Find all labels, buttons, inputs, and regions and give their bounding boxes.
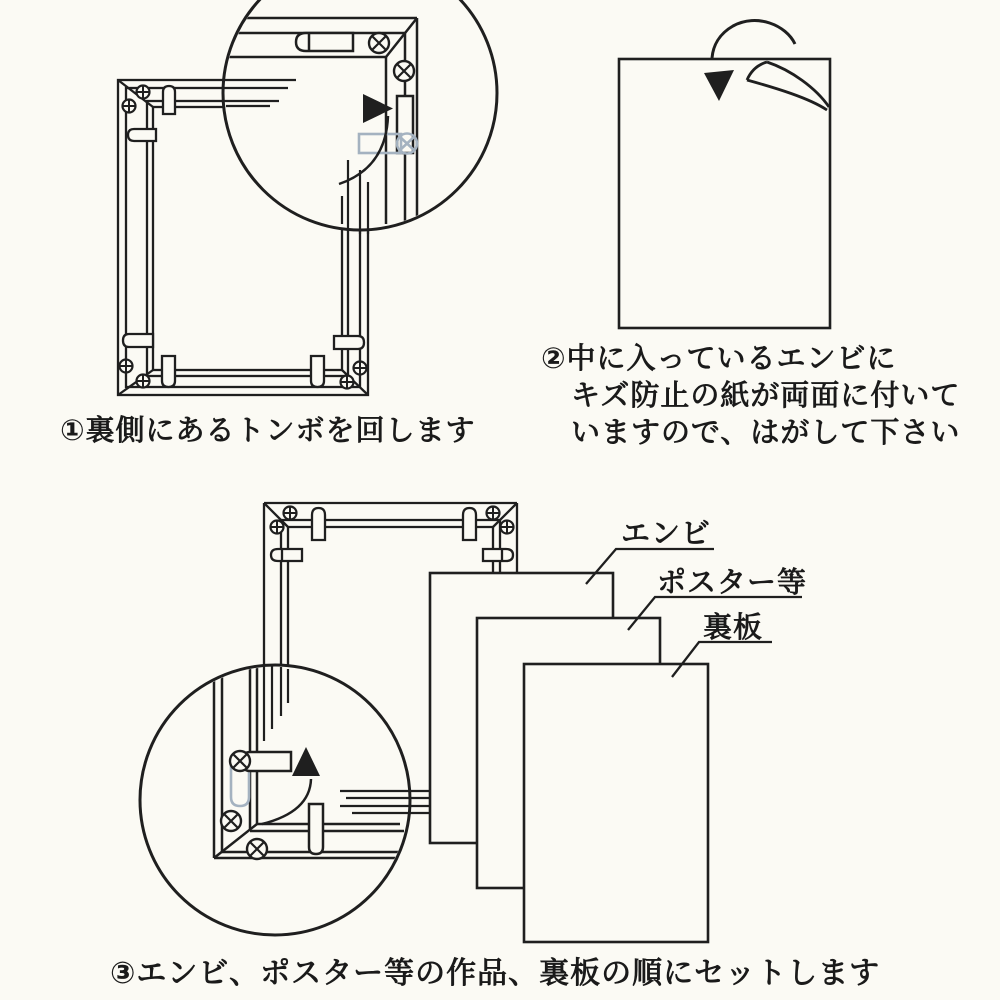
step1-caption: ①裏側にあるトンボを回します (60, 415, 476, 447)
step2-caption (541, 341, 960, 452)
tonbo-clip-top (163, 86, 175, 114)
magnified-tonbo-clip-top (296, 33, 353, 51)
magnified-tonbo-clip-bottom (309, 804, 323, 854)
frame-mitre-joints (264, 503, 517, 527)
step2-sheet-peel (619, 21, 830, 328)
tonbo-clip-left-upper (128, 129, 156, 141)
step2-caption-line2: キズ防止の紙が両面に付いて (571, 380, 961, 412)
label-backboard: 裏板 (703, 612, 764, 644)
tonbo-clip-right (483, 549, 513, 561)
step3-caption: ③エンビ、ポスター等の作品、裏板の順にセットします (110, 957, 881, 990)
tonbo-clip-left (271, 549, 302, 561)
tonbo-clip-bottom-right (311, 356, 324, 387)
tonbo-clip-left-lower (123, 334, 153, 347)
frame-top-rail (264, 503, 517, 527)
label-enbi: エンビ (621, 518, 712, 550)
tonbo-clips (271, 508, 513, 561)
peel-arrow-arc (712, 21, 795, 58)
tonbo-clip-top-2 (463, 508, 476, 540)
step2-caption-line1: ②中に入っているエンビに (541, 343, 897, 375)
tonbo-clip-right (334, 336, 364, 349)
tonbo-clip-bottom-left (162, 356, 175, 387)
tonbo-clip-top-1 (312, 508, 325, 540)
step2-caption-line3: いますので、はがして下さい (571, 417, 961, 449)
label-poster: ポスター等 (657, 567, 808, 599)
enbi-sheet (619, 59, 830, 328)
magnifier-circle-step3 (140, 665, 410, 935)
layer-backboard (524, 664, 708, 942)
layer-stack (430, 573, 708, 942)
